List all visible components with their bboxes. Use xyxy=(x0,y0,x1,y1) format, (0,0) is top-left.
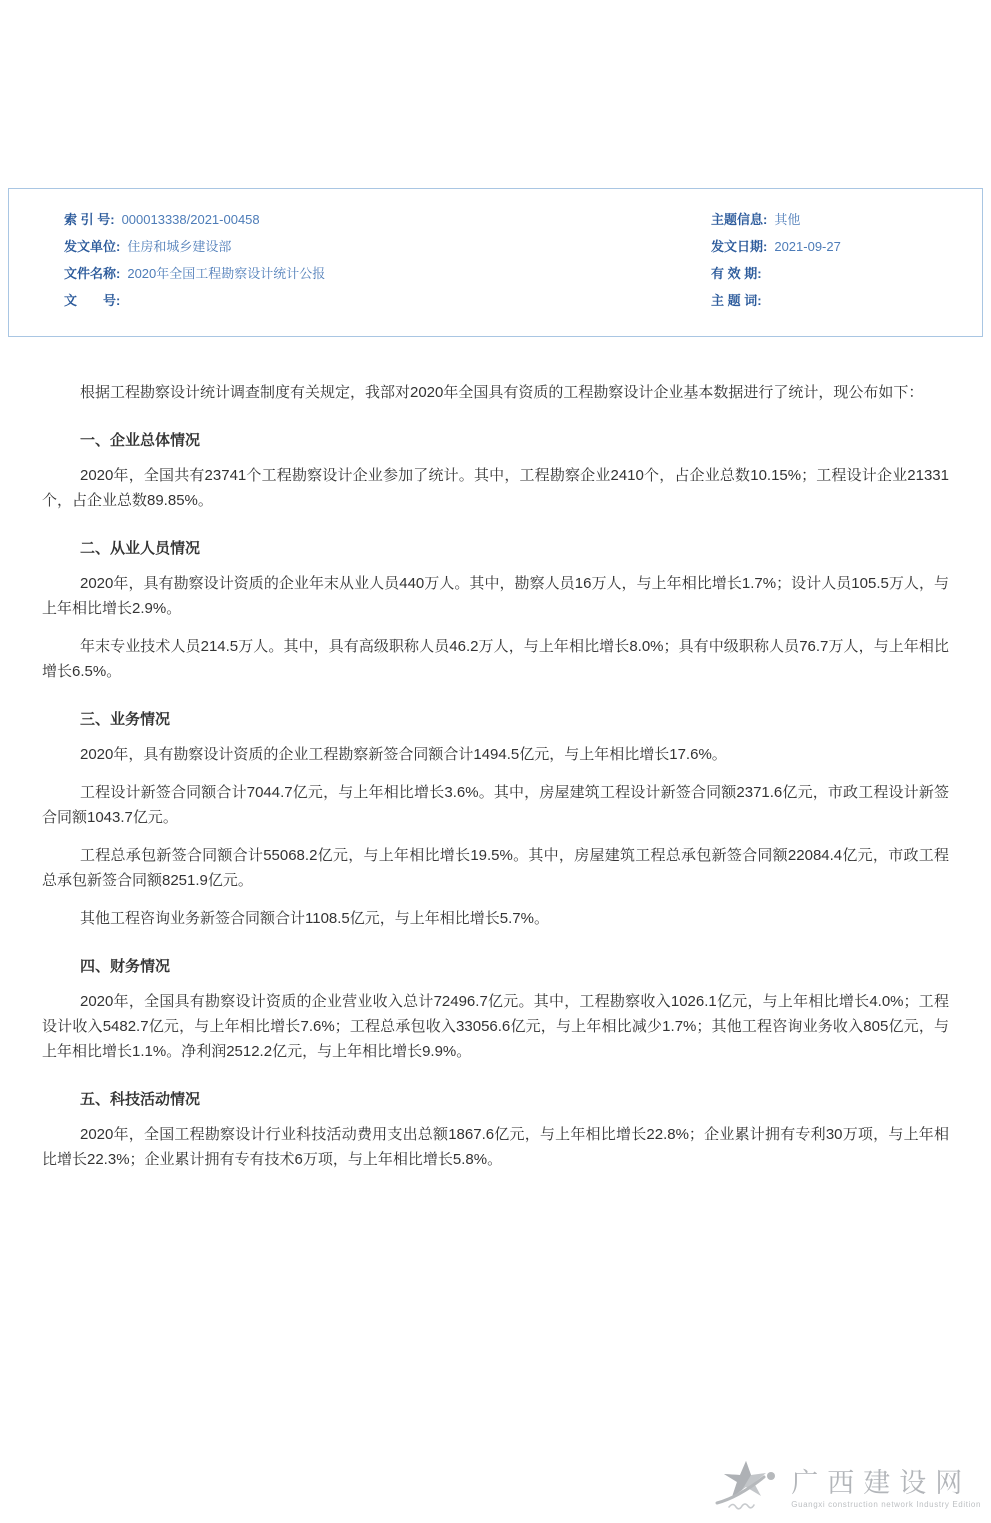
site-name: 广西建设网 xyxy=(791,1467,972,1498)
info-column-right xyxy=(711,206,927,336)
article-paragraph: 2020年，全国具有勘察设计资质的企业营业收入总计72496.7亿元。其中，工程勘察收入1026.1亿元，与上年相比增长4.0%；工程设计收入5482.7亿元，与上年相比增长7.6%；工程总承包收入33056.6亿元，与上年相比减少1.7%；其他工程咨询业务收入805亿元，与上年相比增长1.1%。净利润2512.2亿元，与上年相比增长9.9%。 xyxy=(42,993,949,1060)
info-row-validity xyxy=(711,260,927,287)
site-logo-text xyxy=(791,1468,981,1509)
article-paragraph: 2020年，全国共有23741个工程勘察设计企业参加了统计。其中，工程勘察企业2410个，占企业总数10.15%；工程设计企业21331个，占企业总数89.85%。 xyxy=(42,467,949,509)
info-label: 发文日期: xyxy=(711,239,768,254)
info-row-document-number xyxy=(64,287,711,314)
page xyxy=(0,122,991,1523)
site-logo-watermark xyxy=(709,1459,981,1517)
info-label: 文 号: xyxy=(64,293,121,308)
info-value: 2020年全国工程勘察设计统计公报 xyxy=(127,266,326,281)
article-paragraph: 2020年，具有勘察设计资质的企业年末从业人员440万人。其中，勘察人员16万人，与上年相比增长1.7%；设计人员105.5万人，与上年相比增长2.9%。 xyxy=(42,575,949,617)
section-heading: 二、从业人员情况 xyxy=(80,540,201,557)
article-paragraph: 年末专业技术人员214.5万人。其中，具有高级职称人员46.2万人，与上年相比增长8.0%；具有中级职称人员76.7万人，与上年相比增长6.5%。 xyxy=(42,638,949,680)
article-paragraph: 根据工程勘察设计统计调查制度有关规定，我部对2020年全国具有资质的工程勘察设计企业基本数据进行了统计，现公布如下： xyxy=(80,384,924,401)
info-label: 发文单位: xyxy=(64,239,121,254)
article-paragraph: 工程设计新签合同额合计7044.7亿元，与上年相比增长3.6%。其中，房屋建筑工程设计新签合同额2371.6亿元，市政工程设计新签合同额1043.7亿元。 xyxy=(42,784,949,826)
info-value: 住房和城乡建设部 xyxy=(127,239,232,254)
info-value: 000013338/2021-00458 xyxy=(121,212,260,227)
section-heading: 五、科技活动情况 xyxy=(80,1091,201,1108)
article-paragraph: 2020年，全国工程勘察设计行业科技活动费用支出总额1867.6亿元，与上年相比增长22.8%；企业累计拥有专利30万项，与上年相比增长22.3%；企业累计拥有专有技术6万项，与上年相比增长5.8%。 xyxy=(42,1126,949,1168)
info-label: 有 效 期: xyxy=(711,266,762,281)
info-label: 主题信息: xyxy=(711,212,768,227)
info-row-document-name xyxy=(64,260,711,287)
section-heading: 一、企业总体情况 xyxy=(80,432,201,449)
site-name-english: Guangxi construction network Industry Edition xyxy=(791,1499,981,1509)
article-paragraph: 其他工程咨询业务新签合同额合计1108.5亿元，与上年相比增长5.7%。 xyxy=(80,910,549,927)
section-heading: 四、财务情况 xyxy=(80,958,171,975)
info-label: 主 题 词: xyxy=(711,293,762,308)
info-row-issuing-unit xyxy=(64,233,711,260)
info-value: 2021-09-27 xyxy=(774,239,841,254)
info-label: 文件名称: xyxy=(64,266,121,281)
info-row-issue-date xyxy=(711,233,927,260)
article-body xyxy=(42,380,949,1172)
info-row-subject-words xyxy=(711,287,927,314)
info-row-topic-info xyxy=(711,206,927,233)
info-row-index-number xyxy=(64,206,711,233)
section-heading: 三、业务情况 xyxy=(80,711,171,728)
article-paragraph: 工程总承包新签合同额合计55068.2亿元，与上年相比增长19.5%。其中，房屋建筑工程总承包新签合同额22084.4亿元，市政工程总承包新签合同额8251.9亿元。 xyxy=(42,847,949,889)
document-info-panel xyxy=(8,188,983,337)
info-value: 其他 xyxy=(774,212,801,227)
article-paragraph: 2020年，具有勘察设计资质的企业工程勘察新签合同额合计1494.5亿元，与上年相比增长17.6%。 xyxy=(80,746,727,763)
info-label: 索 引 号: xyxy=(64,212,115,227)
info-column-left xyxy=(64,206,711,336)
star-icon xyxy=(709,1459,787,1517)
